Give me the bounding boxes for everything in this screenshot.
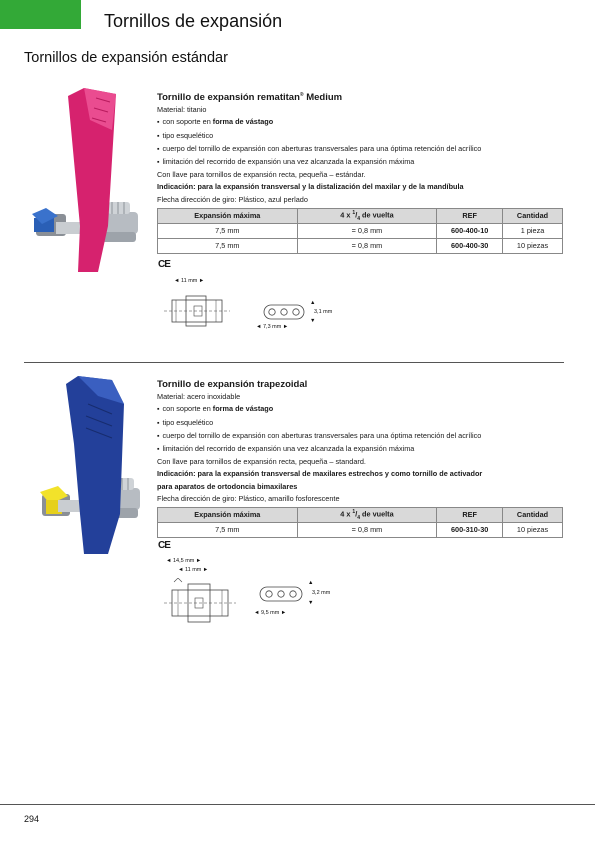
dim-height-marker: ▲ — [308, 580, 314, 586]
blue-body — [66, 376, 124, 554]
product-title: Tornillo de expansión rematitan® Medium — [157, 92, 343, 104]
material-line: Material: titanio — [157, 105, 207, 115]
col-header-ref: REF — [437, 208, 503, 223]
ce-mark: CE — [158, 540, 170, 551]
indication-line: Indicación: para la expansión transversal y la distalización del maxilar y de la mandíbula — [157, 182, 464, 192]
bullet-item: ▪ cuerpo del tornillo de expansión con aberturas transversales para una óptima retención del acrílico — [157, 143, 567, 156]
page-title: Tornillos de expansión — [104, 11, 283, 31]
col-header-ref: REF — [437, 507, 503, 522]
product-title: Tornillo de expansión trapezoidal — [157, 379, 308, 391]
page-number: 294 — [24, 814, 40, 824]
drawing-top-view — [164, 290, 236, 334]
ce-mark: CE — [158, 259, 170, 270]
bullet-item: ▪ tipo esquelético — [157, 417, 567, 430]
dim-length-label: ◄ 7,3 mm ► — [256, 324, 289, 330]
rotation-arrow-note: Flecha dirección de giro: Plástico, amarillo fosforescente — [157, 493, 340, 503]
bullet-item: ▪ limitación del recorrido de expansión una vez alcanzada la expansión máxima — [157, 443, 567, 456]
section-title: Tornillos de expansión estándar — [24, 50, 228, 66]
col-header-qty: Cantidad — [503, 507, 563, 522]
col-header-qty: Cantidad — [503, 208, 563, 223]
rotation-arrow-note: Flecha dirección de giro: Plástico, azul perlado — [157, 194, 308, 204]
section-divider — [24, 362, 564, 363]
bullet-item: ▪ con soporte en forma de vástago — [157, 116, 567, 129]
bullet-item: ▪ con soporte en forma de vástago — [157, 403, 567, 416]
dim-length-label: ◄ 9,5 mm ► — [254, 610, 287, 616]
product-trapezoidal — [157, 376, 567, 538]
material-line: Material: acero inoxidable — [157, 392, 241, 402]
dim-height-label: 3,2 mm — [312, 590, 331, 596]
drawing-top-view — [164, 578, 240, 630]
dim-height-marker: ▼ — [310, 318, 316, 324]
product-image-rematitan — [28, 86, 146, 272]
dim-outer-label: ◄ 14,5 mm ► — [166, 558, 202, 564]
col-header-expansion: Expansión máxima — [158, 208, 298, 223]
product-rematitan — [157, 89, 567, 254]
dim-width-label: ◄ 11 mm ► — [174, 278, 205, 284]
spec-table — [157, 507, 563, 538]
footer-divider — [0, 804, 595, 805]
col-header-turn: 4 x $^1/_4$ de vuelta — [297, 507, 437, 522]
table-row: 7,5 mm = 0,8 mm 600-400-30 10 piezas — [158, 238, 563, 253]
drawing-hole-plate — [258, 584, 306, 604]
product-image-trapezoidal — [28, 374, 146, 558]
key-note: Con llave para tornillos de expansión recta, pequeña – standard. — [157, 457, 366, 467]
indication-line: para aparatos de ortodoncia bimaxilares — [157, 481, 298, 491]
bullet-item: ▪ limitación del recorrido de expansión una vez alcanzada la expansión máxima — [157, 156, 567, 169]
bullet-item: ▪ tipo esquelético — [157, 130, 567, 143]
table-row: 7,5 mm = 0,8 mm 600-400-10 1 pieza — [158, 223, 563, 238]
bullet-item: ▪ cuerpo del tornillo de expansión con aberturas transversales para una óptima retención del acrílico — [157, 430, 567, 443]
header-accent-bar — [0, 0, 81, 29]
spec-table — [157, 208, 563, 254]
dim-height-label: 3,1 mm — [314, 309, 333, 315]
table-row: 7,5 mm = 0,8 mm 600-310-30 10 piezas — [158, 522, 563, 537]
col-header-expansion: Expansión máxima — [158, 507, 298, 522]
indication-line: Indicación: para la expansión transversal de maxilares estrechos y como tornillo de activador — [157, 469, 483, 479]
dim-width-label: ◄ 11 mm ► — [178, 567, 209, 573]
drawing-hole-plate — [262, 302, 308, 322]
dim-height-marker: ▼ — [308, 600, 314, 606]
col-header-turn: 4 x $^1/_4$ de vuelta — [297, 208, 437, 223]
key-note: Con llave para tornillos de expansión recta, pequeña – estándar. — [157, 170, 366, 180]
dim-height-marker: ▲ — [310, 300, 316, 306]
